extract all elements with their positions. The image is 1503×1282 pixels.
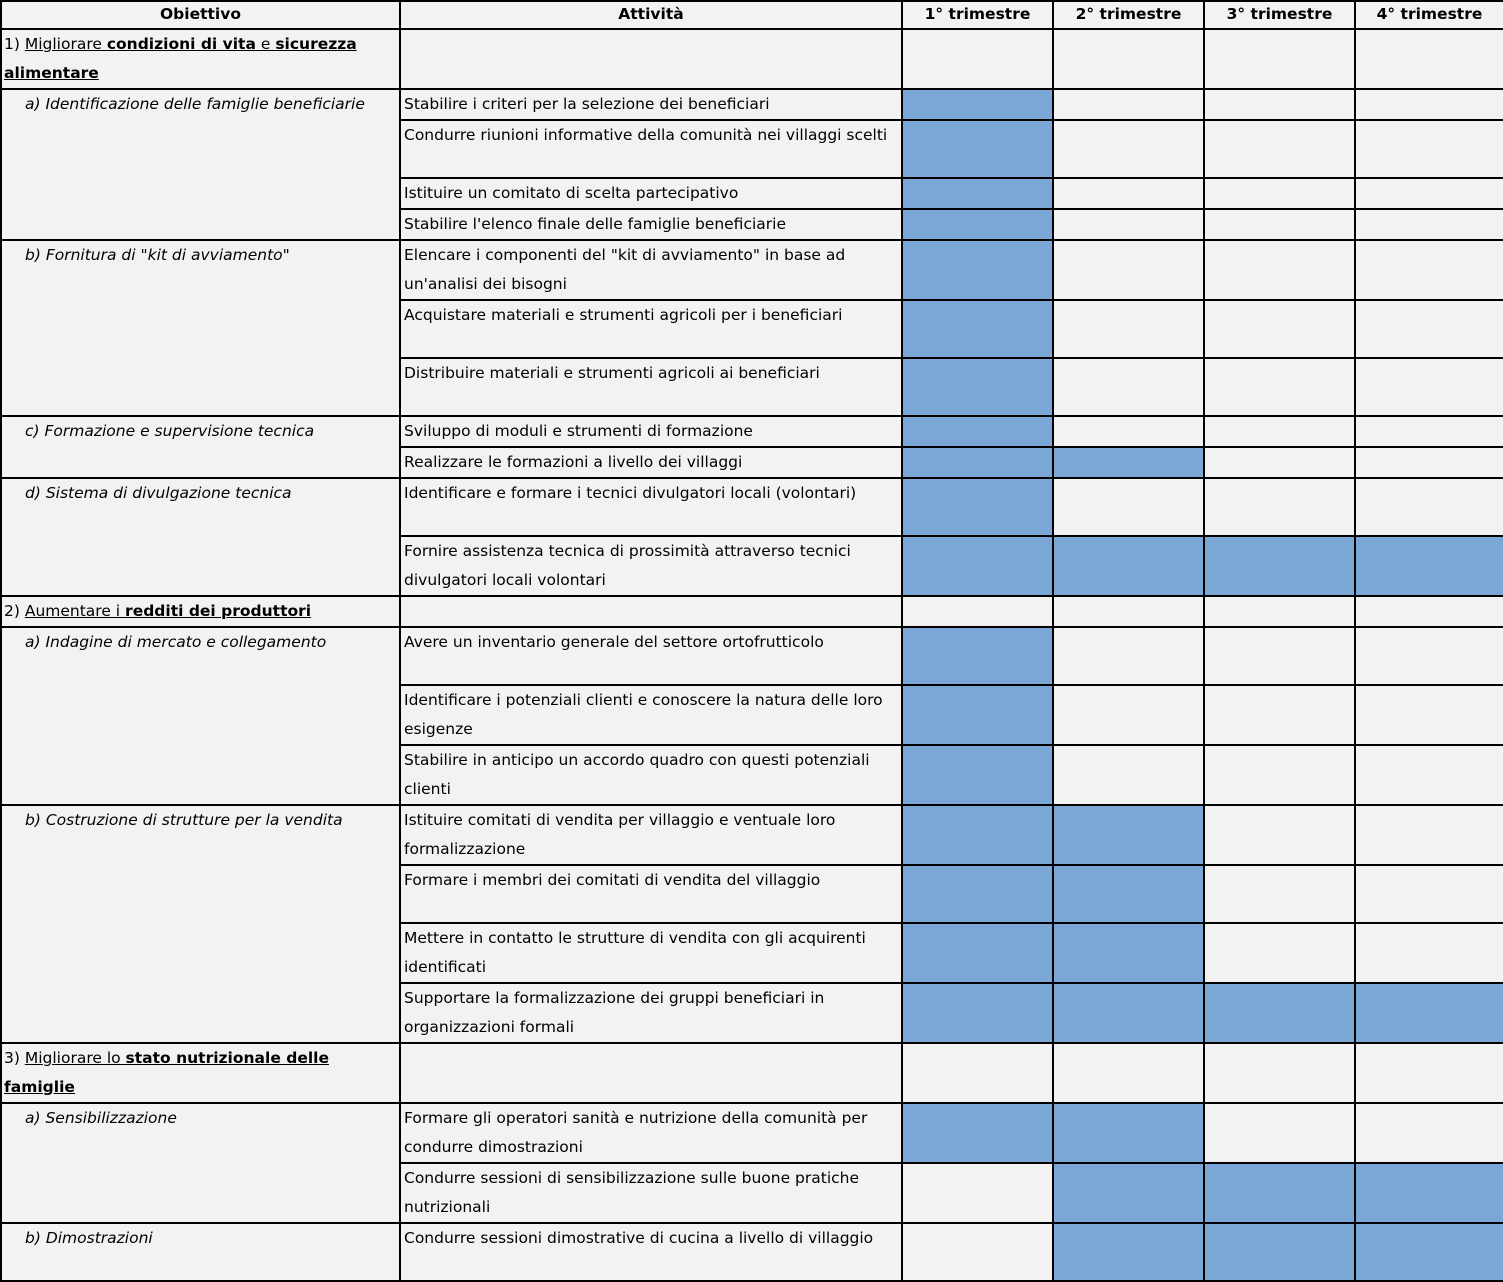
quarter-4-cell — [1355, 1223, 1503, 1281]
quarter-3-cell — [1204, 447, 1355, 478]
objective-title — [4, 35, 357, 82]
quarter-2-cell — [1053, 627, 1204, 685]
objective-row — [1, 596, 1503, 627]
quarter-cell — [902, 29, 1053, 89]
activity-cell — [400, 596, 902, 627]
activity-text: Fornire assistenza tecnica di prossimità attraverso tecnici divulgatori locali volontari — [400, 536, 902, 596]
quarter-3-cell — [1204, 120, 1355, 178]
quarter-1-cell — [902, 120, 1053, 178]
component-label: d) Sistema di divulgazione tecnica — [1, 478, 400, 596]
header-activity: Attività — [400, 1, 902, 29]
quarter-2-cell — [1053, 1223, 1204, 1281]
objective-cell — [1, 29, 400, 89]
table-body — [1, 29, 1503, 1281]
quarter-2-cell — [1053, 865, 1204, 923]
quarter-cell — [1355, 29, 1503, 89]
quarter-4-cell — [1355, 89, 1503, 120]
quarter-1-cell — [902, 300, 1053, 358]
objective-keyword: redditi dei produttori — [125, 602, 312, 620]
quarter-3-cell — [1204, 536, 1355, 596]
objective-row — [1, 29, 1503, 89]
component-label: b) Dimostrazioni — [1, 1223, 400, 1281]
quarter-3-cell — [1204, 89, 1355, 120]
quarter-2-cell — [1053, 1103, 1204, 1163]
activity-row — [1, 805, 1503, 865]
quarter-cell — [1204, 1043, 1355, 1103]
quarter-3-cell — [1204, 1103, 1355, 1163]
quarter-4-cell — [1355, 745, 1503, 805]
quarter-1-cell — [902, 1103, 1053, 1163]
quarter-2-cell — [1053, 478, 1204, 536]
objective-keyword: stato nutrizionale delle famiglie — [4, 1049, 329, 1096]
quarter-cell — [1355, 596, 1503, 627]
activity-text: Elencare i componenti del "kit di avviamento" in base ad un'analisi dei bisogni — [400, 240, 902, 300]
quarter-2-cell — [1053, 536, 1204, 596]
quarter-2-cell — [1053, 300, 1204, 358]
quarter-1-cell — [902, 983, 1053, 1043]
quarter-2-cell — [1053, 923, 1204, 983]
header-q2: 2° trimestre — [1053, 1, 1204, 29]
quarter-4-cell — [1355, 536, 1503, 596]
activity-text: Distribuire materiali e strumenti agricoli ai beneficiari — [400, 358, 902, 416]
quarter-4-cell — [1355, 923, 1503, 983]
activity-text: Supportare la formalizzazione dei gruppi beneficiari in organizzazioni formali — [400, 983, 902, 1043]
quarter-4-cell — [1355, 240, 1503, 300]
activity-cell — [400, 29, 902, 89]
quarter-2-cell — [1053, 1163, 1204, 1223]
quarter-cell — [1355, 1043, 1503, 1103]
activity-text: Identificare i potenziali clienti e conoscere la natura delle loro esigenze — [400, 685, 902, 745]
activity-text: Formare gli operatori sanità e nutrizione della comunità per condurre dimostrazioni — [400, 1103, 902, 1163]
activity-cell — [400, 1043, 902, 1103]
activity-text: Condurre sessioni dimostrative di cucina a livello di villaggio — [400, 1223, 902, 1281]
objective-title — [4, 1049, 329, 1096]
quarter-cell — [1204, 596, 1355, 627]
quarter-4-cell — [1355, 120, 1503, 178]
objective-number: 1) — [4, 35, 25, 53]
quarter-3-cell — [1204, 478, 1355, 536]
component-label: a) Identificazione delle famiglie beneficiarie — [1, 89, 400, 240]
quarter-4-cell — [1355, 358, 1503, 416]
quarter-2-cell — [1053, 178, 1204, 209]
quarter-1-cell — [902, 685, 1053, 745]
quarter-2-cell — [1053, 209, 1204, 240]
quarter-cell — [902, 596, 1053, 627]
quarter-4-cell — [1355, 627, 1503, 685]
quarter-4-cell — [1355, 1163, 1503, 1223]
quarter-3-cell — [1204, 240, 1355, 300]
quarter-cell — [1204, 29, 1355, 89]
quarter-cell — [1053, 29, 1204, 89]
header-row — [1, 1, 1503, 29]
quarter-3-cell — [1204, 627, 1355, 685]
quarter-1-cell — [902, 536, 1053, 596]
objective-keyword: condizioni di vita — [106, 35, 256, 53]
quarter-2-cell — [1053, 240, 1204, 300]
quarter-1-cell — [902, 478, 1053, 536]
objective-text: Migliorare — [24, 35, 107, 53]
quarter-cell — [1053, 1043, 1204, 1103]
objective-number: 3) — [4, 1049, 25, 1067]
quarter-3-cell — [1204, 983, 1355, 1043]
quarter-3-cell — [1204, 1223, 1355, 1281]
quarter-1-cell — [902, 358, 1053, 416]
quarter-2-cell — [1053, 685, 1204, 745]
activity-text: Condurre sessioni di sensibilizzazione sulle buone pratiche nutrizionali — [400, 1163, 902, 1223]
activity-text: Istituire comitati di vendita per villaggio e ventuale loro formalizzazione — [400, 805, 902, 865]
header-objective: Obiettivo — [1, 1, 400, 29]
activity-row — [1, 627, 1503, 685]
quarter-1-cell — [902, 745, 1053, 805]
activity-text: Stabilire in anticipo un accordo quadro con questi potenziali clienti — [400, 745, 902, 805]
activity-text: Identificare e formare i tecnici divulgatori locali (volontari) — [400, 478, 902, 536]
quarter-4-cell — [1355, 983, 1503, 1043]
header-q1: 1° trimestre — [902, 1, 1053, 29]
quarter-2-cell — [1053, 805, 1204, 865]
header-q3: 3° trimestre — [1204, 1, 1355, 29]
activity-row — [1, 478, 1503, 536]
quarter-4-cell — [1355, 416, 1503, 447]
objective-text: Migliorare lo — [24, 1049, 126, 1067]
quarter-1-cell — [902, 89, 1053, 120]
quarter-4-cell — [1355, 300, 1503, 358]
activity-row — [1, 240, 1503, 300]
objective-title — [25, 602, 311, 620]
objective-number: 2) — [4, 602, 25, 620]
quarter-2-cell — [1053, 358, 1204, 416]
quarter-1-cell — [902, 865, 1053, 923]
quarter-3-cell — [1204, 1163, 1355, 1223]
quarter-4-cell — [1355, 178, 1503, 209]
activity-row — [1, 1223, 1503, 1281]
quarter-1-cell — [902, 1163, 1053, 1223]
activity-text: Condurre riunioni informative della comunità nei villaggi scelti — [400, 120, 902, 178]
component-label: b) Costruzione di strutture per la vendita — [1, 805, 400, 1043]
header-q4: 4° trimestre — [1355, 1, 1503, 29]
quarter-1-cell — [902, 805, 1053, 865]
component-label: a) Indagine di mercato e collegamento — [1, 627, 400, 805]
activity-row — [1, 89, 1503, 120]
activity-text: Stabilire l'elenco finale delle famiglie beneficiarie — [400, 209, 902, 240]
quarter-1-cell — [902, 416, 1053, 447]
quarter-2-cell — [1053, 745, 1204, 805]
activity-row — [1, 416, 1503, 447]
component-label: a) Sensibilizzazione — [1, 1103, 400, 1223]
quarter-1-cell — [902, 178, 1053, 209]
quarter-cell — [902, 1043, 1053, 1103]
quarter-4-cell — [1355, 209, 1503, 240]
quarter-3-cell — [1204, 745, 1355, 805]
quarter-4-cell — [1355, 447, 1503, 478]
quarter-3-cell — [1204, 865, 1355, 923]
activity-text: Istituire un comitato di scelta partecipativo — [400, 178, 902, 209]
objective-keyword: sicurezza alimentare — [4, 35, 357, 82]
objective-row — [1, 1043, 1503, 1103]
quarter-2-cell — [1053, 983, 1204, 1043]
activity-row — [1, 1103, 1503, 1163]
quarter-3-cell — [1204, 923, 1355, 983]
quarter-3-cell — [1204, 358, 1355, 416]
quarter-1-cell — [902, 209, 1053, 240]
quarter-1-cell — [902, 923, 1053, 983]
quarter-2-cell — [1053, 120, 1204, 178]
activity-text: Realizzare le formazioni a livello dei villaggi — [400, 447, 902, 478]
quarter-3-cell — [1204, 685, 1355, 745]
quarter-1-cell — [902, 1223, 1053, 1281]
objective-cell — [1, 596, 400, 627]
quarter-2-cell — [1053, 416, 1204, 447]
quarter-4-cell — [1355, 685, 1503, 745]
component-label: c) Formazione e supervisione tecnica — [1, 416, 400, 478]
activity-text: Acquistare materiali e strumenti agricoli per i beneficiari — [400, 300, 902, 358]
quarter-4-cell — [1355, 1103, 1503, 1163]
activity-text: Mettere in contatto le strutture di vendita con gli acquirenti identificati — [400, 923, 902, 983]
quarter-3-cell — [1204, 178, 1355, 209]
quarter-1-cell — [902, 240, 1053, 300]
quarter-4-cell — [1355, 805, 1503, 865]
activity-text: Stabilire i criteri per la selezione dei beneficiari — [400, 89, 902, 120]
activity-text: Avere un inventario generale del settore ortofrutticolo — [400, 627, 902, 685]
quarter-4-cell — [1355, 478, 1503, 536]
quarter-3-cell — [1204, 805, 1355, 865]
quarter-3-cell — [1204, 300, 1355, 358]
quarter-3-cell — [1204, 416, 1355, 447]
objective-text: Aumentare i — [24, 602, 126, 620]
quarter-cell — [1053, 596, 1204, 627]
quarter-3-cell — [1204, 209, 1355, 240]
objective-text: e — [255, 35, 276, 53]
quarter-2-cell — [1053, 89, 1204, 120]
activity-text: Formare i membri dei comitati di vendita del villaggio — [400, 865, 902, 923]
objective-cell — [1, 1043, 400, 1103]
quarter-4-cell — [1355, 865, 1503, 923]
quarter-1-cell — [902, 627, 1053, 685]
component-label: b) Fornitura di "kit di avviamento" — [1, 240, 400, 416]
quarter-2-cell — [1053, 447, 1204, 478]
quarter-1-cell — [902, 447, 1053, 478]
activity-text: Sviluppo di moduli e strumenti di formazione — [400, 416, 902, 447]
